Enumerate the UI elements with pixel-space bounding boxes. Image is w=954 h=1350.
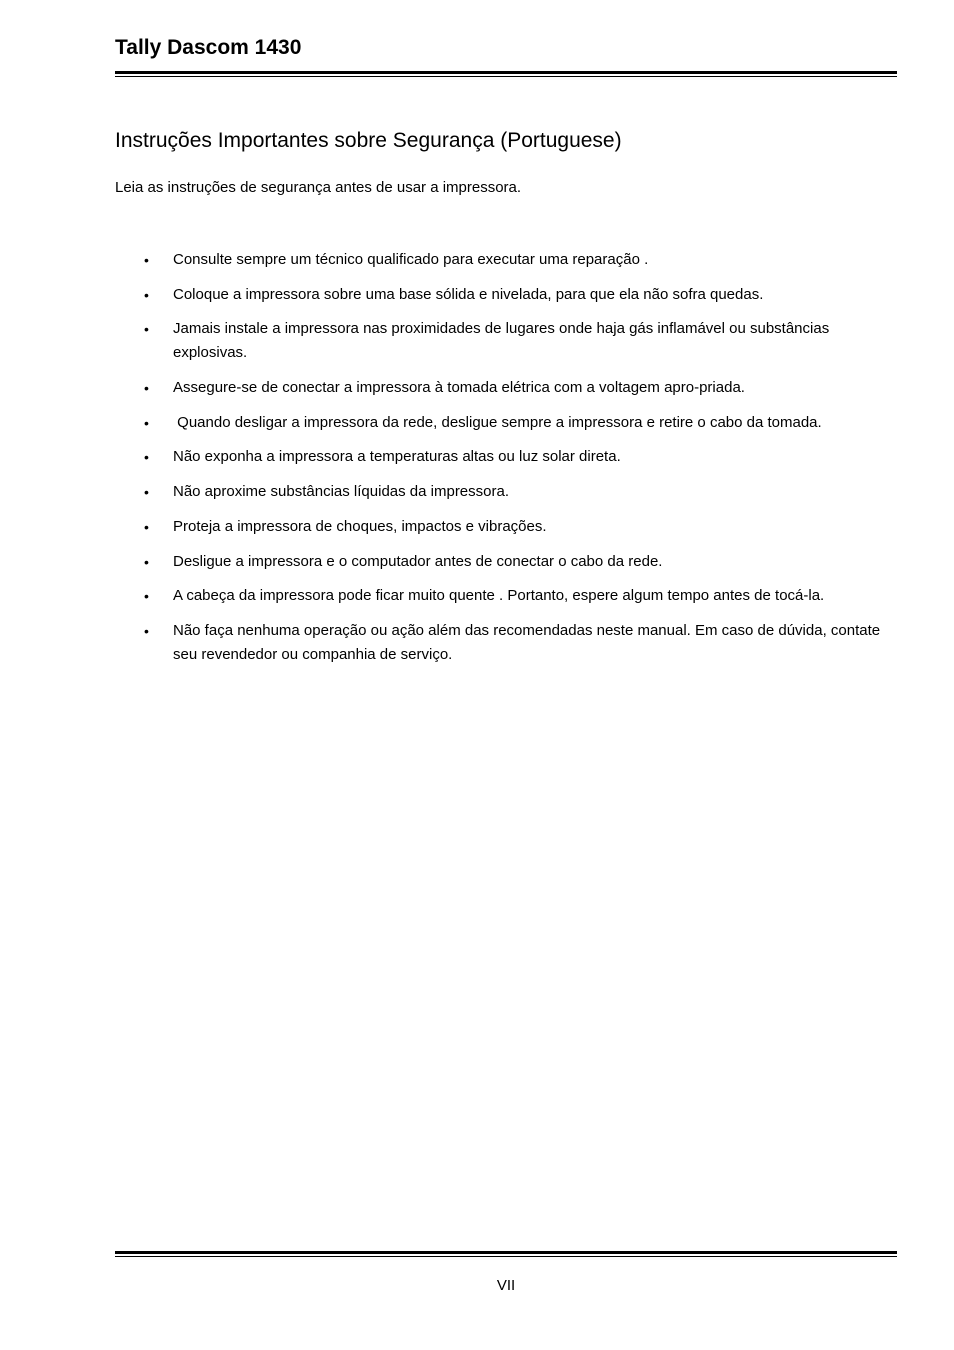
list-item xyxy=(115,515,885,539)
document-header-title: Tally Dascom 1430 xyxy=(115,36,302,59)
list-item-text: A cabeça da impressora pode ficar muito quente . Portanto, espere algum tempo antes de tocá-la. xyxy=(173,587,825,605)
list-item-text: Assegure-se de conectar a impressora à tomada elétrica com a voltagem apro-priada. xyxy=(173,379,745,397)
bullet-icon: • xyxy=(144,286,149,303)
list-item-text: Proteja a impressora de choques, impactos e vibrações. xyxy=(173,517,547,535)
bullet-icon: • xyxy=(144,484,149,501)
bullet-icon: • xyxy=(144,414,149,431)
list-item xyxy=(115,584,885,608)
bullet-icon: • xyxy=(144,588,149,605)
intro-paragraph: Leia as instruções de segurança antes de usar a impressora. xyxy=(115,179,522,196)
bullet-icon: • xyxy=(144,321,149,338)
list-item xyxy=(115,480,885,504)
list-item-text: Não aproxime substâncias líquidas da impressora. xyxy=(173,483,509,501)
page-number: VII xyxy=(496,1277,516,1294)
list-item-text: Jamais instale a impressora nas proximidades de lugares onde haja gás inflamável ou substâncias explosivas. xyxy=(173,320,830,362)
list-item-text: Consulte sempre um técnico qualificado para executar uma reparação . xyxy=(173,251,649,268)
list-item xyxy=(115,411,885,435)
list-item xyxy=(115,283,885,307)
bullet-icon: • xyxy=(144,518,149,535)
bullet-icon: • xyxy=(144,622,149,639)
section-title: Instruções Importantes sobre Segurança (Portuguese) xyxy=(115,129,622,152)
bullet-icon: • xyxy=(144,553,149,570)
safety-instructions-list xyxy=(115,248,885,678)
list-item-text: Coloque a impressora sobre uma base sólida e nivelada, para que ela não sofra quedas. xyxy=(173,285,764,303)
list-item-text: Desligue a impressora e o computador antes de conectar o cabo da rede. xyxy=(173,552,663,570)
list-item xyxy=(115,376,885,400)
bullet-icon: • xyxy=(144,449,149,466)
list-item xyxy=(115,317,885,365)
list-item xyxy=(115,445,885,469)
list-item-text: Não exponha a impressora a temperaturas altas ou luz solar direta. xyxy=(173,448,621,466)
list-item-text: Não faça nenhuma operação ou ação além das recomendadas neste manual. Em caso de dúvida, contate seu revendedor ou companhia de serviço. xyxy=(173,621,881,663)
footer-divider xyxy=(115,1251,897,1257)
bullet-icon: • xyxy=(144,252,149,268)
list-item xyxy=(115,550,885,574)
header-divider xyxy=(115,71,897,77)
list-item xyxy=(115,619,885,667)
list-item xyxy=(115,248,885,272)
list-item-text: Quando desligar a impressora da rede, desligue sempre a impressora e retire o cabo da tomada. xyxy=(173,413,822,431)
bullet-icon: • xyxy=(144,380,149,397)
